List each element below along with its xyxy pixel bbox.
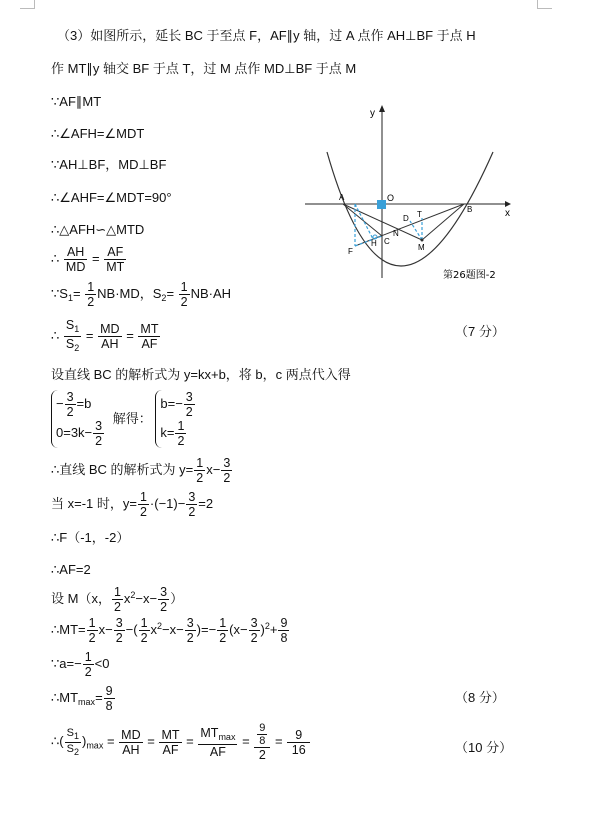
label-b: B: [467, 205, 473, 214]
corner-mark-right: [537, 0, 552, 9]
area-ratio-line: ∴ $\frac{S_1}{S_2}$ = $\frac{MD}{AH}$ = $\frac{MT}{AF}$: [51, 318, 159, 353]
x-axis-arrow: [505, 201, 511, 207]
label-t: T: [417, 210, 422, 219]
label-y: y: [370, 108, 375, 119]
parabola-figure: [305, 100, 520, 290]
mt-max-line: $\therefore MT_{max}=$ $\frac{9}{8}$: [51, 684, 113, 713]
score-7: （7 分）: [455, 324, 505, 339]
text-line-2: 作 MT∥y 轴交 BF 于点 T，过 M 点作 MD⊥BF 于点 M: [51, 61, 357, 76]
text-line-5: ∵AH⊥BF，MD⊥BF: [51, 157, 167, 172]
system-left: − $\frac{3}{2}$ =b 0=3k− $\frac{3}{2}$: [51, 390, 105, 448]
label-f: F: [348, 247, 353, 256]
corner-mark-left: [20, 0, 35, 9]
coefficient-line: ∵a=− $\frac{1}{2}$ <0: [51, 650, 110, 679]
text-line-7: ∴△AFH∽△MTD: [51, 222, 145, 237]
point-m-line: 设 M（x， $\frac{1}{2}$ $x^2-x-$ $\frac{3}{2}$ ）: [51, 585, 184, 614]
figure-caption: 第26题图-2: [443, 270, 496, 281]
ratio-line: ∴ $\frac{AH}{MD}$ = $\frac{AF}{MT}$: [51, 245, 125, 274]
label-d: D: [403, 214, 409, 223]
score-8: （8 分）: [455, 690, 505, 705]
area-formula-line: $\because S_1=$ $\frac{1}{2}$ NB·MD，$S_2=$ $\frac{1}{2}$ NB·AH: [51, 280, 232, 309]
label-x: x: [505, 208, 510, 219]
point-m-marker: [421, 239, 424, 242]
line-bc-equation: ∴直线 BC 的解析式为 y= $\frac{1}{2}$ x− $\frac{3}{2}$: [51, 456, 231, 485]
text-line-11: 设直线 BC 的解析式为 y=kx+b，将 b，c 两点代入得: [51, 367, 351, 382]
equation-system-line: − $\frac{3}{2}$ =b 0=3k− $\frac{3}{2}$ 解得： b=− $\frac{3}{2}$ k= $\frac{1}{2}$: [51, 390, 196, 448]
y-axis-arrow: [379, 105, 385, 112]
mt-expression-line: ∴MT= $\frac{1}{2}$ x− $\frac{3}{2}$ −( $\frac{1}{2}$ $x^2-x-$ $\frac{3}{2}$ )=− $\frac{1}{2}$ (x− $\frac{3}{2}$ )$^2$+ $\frac{9}{8}$: [51, 616, 288, 645]
text-line-15: ∴F（-1，-2）: [51, 530, 130, 545]
text-line-3: ∵AF∥MT: [51, 94, 102, 109]
system-right: b=− $\frac{3}{2}$ k= $\frac{1}{2}$: [155, 390, 195, 448]
origin-marker: [377, 200, 386, 209]
label-o: O: [387, 193, 395, 203]
score-10: （10 分）: [455, 740, 513, 755]
label-m: M: [418, 243, 425, 252]
label-c: C: [384, 237, 390, 246]
substitution-line: 当 x=-1 时，y= $\frac{1}{2}$ ·(−1)− $\frac{3}{2}$ =2: [51, 490, 214, 519]
segment-ac: [343, 204, 382, 236]
label-a: A: [339, 193, 345, 202]
text-line-16: ∴AF=2: [51, 562, 91, 577]
label-n: N: [393, 229, 399, 238]
text-line-4: ∴∠AFH=∠MDT: [51, 126, 145, 141]
label-h: H: [371, 239, 377, 248]
text-line-6: ∴∠AHF=∠MDT=90°: [51, 190, 172, 205]
final-ratio-line: ∴( $\frac{S_1}{S_2}$ )$_{max}$ = $\frac{MD}{AH}$ = $\frac{MT}{AF}$ = $\frac{MT_{max}}{AF}$ = $\frac{\frac{9}{8}}{2}$ = $\frac{9}{16}$: [51, 722, 311, 762]
text-line-1: （3）如图所示，延长 BC 于至点 F，AF∥y 轴，过 A 点作 AH⊥BF 于点 H: [57, 28, 476, 43]
segment-bm: [422, 204, 464, 240]
